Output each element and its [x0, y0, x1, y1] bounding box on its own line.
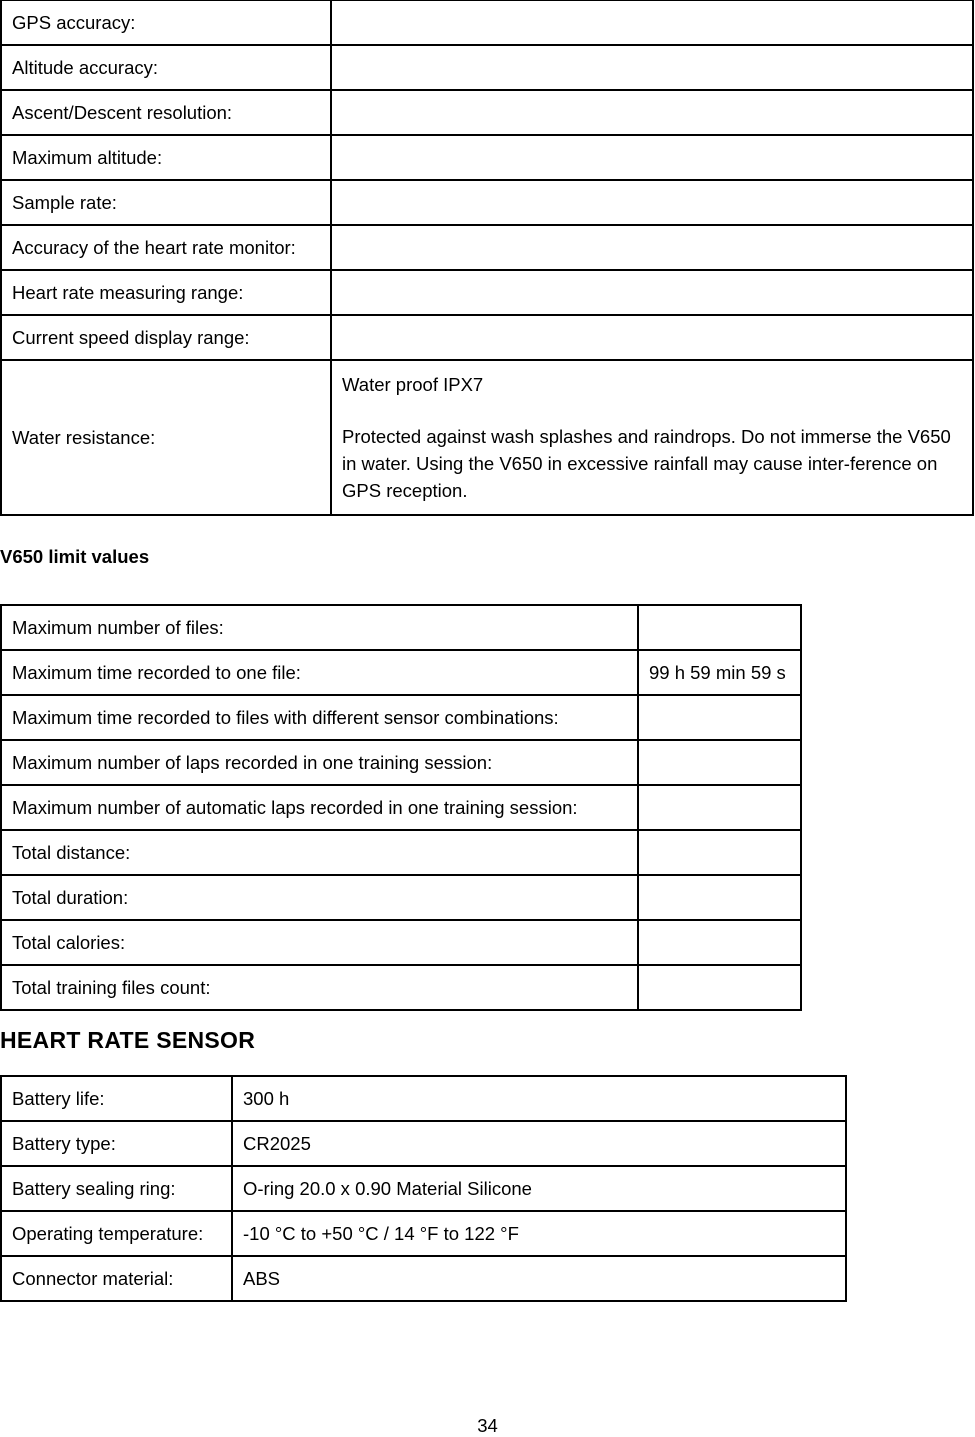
- hr-value: CR2025: [232, 1121, 846, 1166]
- spec-label: Sample rate:: [1, 180, 331, 225]
- water-resistance-rating: Water proof IPX7: [342, 374, 484, 395]
- limit-value: [638, 920, 801, 965]
- table-row: [1, 1211, 846, 1256]
- table-row: [1, 270, 973, 315]
- spec-value: [331, 135, 973, 180]
- table-row: [1, 1121, 846, 1166]
- spec-label: Altitude accuracy:: [1, 45, 331, 90]
- spec-value: [331, 315, 973, 360]
- table-row: [1, 875, 801, 920]
- table-row: [1, 1256, 846, 1301]
- table-row: [1, 90, 973, 135]
- table-row: [1, 180, 973, 225]
- water-resistance-note: Protected against wash splashes and raindrops. Do not immerse the V650 in water. Using the V650 in excessive rainfall may cause inter-ference on GPS reception.: [342, 426, 951, 501]
- hr-value: O-ring 20.0 x 0.90 Material Silicone: [232, 1166, 846, 1211]
- limits-table: [0, 604, 802, 1011]
- hr-sensor-table: [0, 1075, 847, 1302]
- table-row: [1, 1166, 846, 1211]
- limit-label: Maximum time recorded to files with different sensor combinations:: [1, 695, 638, 740]
- table-row: [1, 920, 801, 965]
- water-resistance-label: Water resistance:: [1, 360, 331, 515]
- hr-sensor-heading: HEART RATE SENSOR: [0, 1027, 256, 1053]
- hr-label: Battery life:: [1, 1076, 232, 1121]
- limit-label: Maximum time recorded to one file:: [1, 650, 638, 695]
- limit-value: [638, 605, 801, 650]
- table-row-water-resistance: [1, 360, 973, 515]
- spec-label: Current speed display range:: [1, 315, 331, 360]
- water-resistance-value: [331, 360, 973, 515]
- limit-value: [638, 695, 801, 740]
- spec-label: Ascent/Descent resolution:: [1, 90, 331, 135]
- spec-label: GPS accuracy:: [1, 0, 331, 45]
- table-row: [1, 965, 801, 1010]
- hr-label: Battery type:: [1, 1121, 232, 1166]
- spec-value: [331, 45, 973, 90]
- hr-value: -10 °C to +50 °C / 14 °F to 122 °F: [232, 1211, 846, 1256]
- limits-heading: V650 limit values: [0, 546, 150, 567]
- limit-value: 99 h 59 min 59 s: [638, 650, 801, 695]
- table-row: [1, 0, 973, 45]
- table-row: [1, 605, 801, 650]
- table-row: [1, 740, 801, 785]
- hr-value: 300 h: [232, 1076, 846, 1121]
- limit-value: [638, 830, 801, 875]
- limit-value: [638, 785, 801, 830]
- hr-label: Operating temperature:: [1, 1211, 232, 1256]
- table-row: [1, 225, 973, 270]
- limit-label: Maximum number of automatic laps recorded in one training session:: [1, 785, 638, 830]
- limit-label: Maximum number of files:: [1, 605, 638, 650]
- spec-value: [331, 225, 973, 270]
- hr-label: Connector material:: [1, 1256, 232, 1301]
- spec-value: [331, 0, 973, 45]
- hr-value: ABS: [232, 1256, 846, 1301]
- limit-label: Maximum number of laps recorded in one training session:: [1, 740, 638, 785]
- table-row: [1, 830, 801, 875]
- spec-value: [331, 90, 973, 135]
- spec-label: Heart rate measuring range:: [1, 270, 331, 315]
- limit-value: [638, 965, 801, 1010]
- spec-label: Maximum altitude:: [1, 135, 331, 180]
- limit-label: Total distance:: [1, 830, 638, 875]
- spec-value: [331, 270, 973, 315]
- table-row: [1, 1076, 846, 1121]
- table-row: [1, 45, 973, 90]
- limit-label: Total training files count:: [1, 965, 638, 1010]
- hr-label: Battery sealing ring:: [1, 1166, 232, 1211]
- limit-value: [638, 875, 801, 920]
- limit-label: Total duration:: [1, 875, 638, 920]
- spec-value: [331, 180, 973, 225]
- table-row: [1, 785, 801, 830]
- specs-table: [0, 0, 974, 516]
- limit-value: [638, 740, 801, 785]
- table-row: [1, 315, 973, 360]
- limit-label: Total calories:: [1, 920, 638, 965]
- page-number: 34: [477, 1415, 498, 1436]
- table-row: [1, 650, 801, 695]
- spec-label: Accuracy of the heart rate monitor:: [1, 225, 331, 270]
- table-row: [1, 695, 801, 740]
- table-row: [1, 135, 973, 180]
